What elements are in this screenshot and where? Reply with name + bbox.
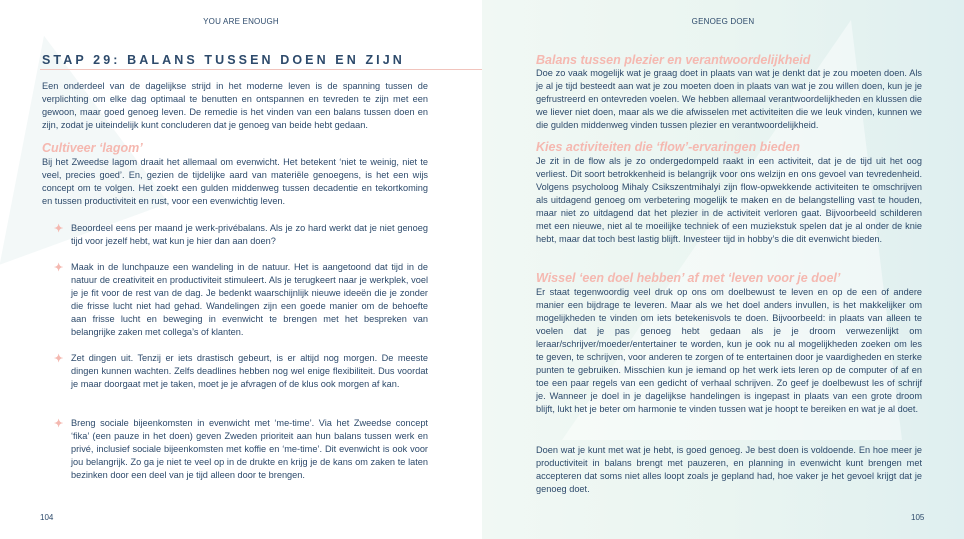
- pink-star-icon: ✦: [54, 223, 64, 235]
- bullet-item: Beoordeel eens per maand je werk-privébalans. Als je zo hard werkt dat je niet genoeg tijd voor jezelf hebt, wat kun je hier dan aan doen?: [71, 223, 428, 246]
- page-number: 104: [40, 513, 54, 522]
- pink-star-icon: ✦: [54, 262, 64, 274]
- section-heading: Wissel ‘een doel hebben’ af met ‘leven voor je doel’: [536, 271, 841, 285]
- bullet-item: Breng sociale bijeenkomsten in evenwicht met ‘me-time’. Via het Zweedse concept ‘fika’ (een pauze in het doen) geven Zweden prioriteit aan hun balans tussen werk en privé, inclusief sociale bijeenkomsten met koffie en ‘me-time’. Dit evenwicht is ook voor jou belangrijk. Zo ga je niet te veel op in de drukte en krijg je de kans om zaken te laten bezinken door een deel van je tijd alleen door te brengen.: [71, 418, 428, 480]
- section-heading: Balans tussen plezier en verantwoordelijkheid: [536, 53, 811, 67]
- intro-paragraph: Een onderdeel van de dagelijkse strijd in het moderne leven is de spanning tussen de verplichting om elke dag optimaal te benutten en ontspannen en tevreden te zijn met een gewoon, maar goed genoeg leven. De remedie is het vinden van een balans tussen doen en zijn, zodat je uiteindelijk kunt concluderen dat je genoeg van beide hebt gedaan.: [42, 81, 428, 130]
- running-head: YOU ARE ENOUGH: [203, 17, 279, 26]
- bullet-item: Zet dingen uit. Tenzij er iets drastisch gebeurt, is er altijd nog morgen. De meeste dingen kunnen wachten. Zelfs deadlines hebben nog wel enige flexibiliteit. Dus voordat je maar doorgaat met je taken, moet je je afvragen of de klus ook morgen af kan.: [71, 353, 428, 389]
- section-paragraph: Bij het Zweedse lagom draait het allemaal om evenwicht. Het betekent ‘niet te weinig, niet te veel, precies goed’. En, gezien de tijdelijke aard van materiële genoegens, is het een wijs concept om te volgen. Het zoekt een gulden middenweg tussen decadentie en tekortkoming en tussen productiviteit en rust, voor een evenwichtig leven.: [42, 157, 428, 206]
- bullet-item: Maak in de lunchpauze een wandeling in de natuur. Het is aangetoond dat tijd in de natuur de creativiteit en productiviteit stimuleert. Als je terugkeert naar je werkplek, voel je je fit voor de rest van de dag. Je bedenkt waarschijnlijk nieuwe ideeën die je zonder die frisse lucht niet had gehad. Wandelingen zijn een goede manier om de behoefte aan frisse lucht en beweging in evenwicht te brengen met het bespreken van belangrijke zaken met collega’s of klanten.: [71, 262, 428, 337]
- section-heading: Kies activiteiten die ‘flow’-ervaringen bieden: [536, 140, 800, 154]
- section-heading: Cultiveer ‘lagom’: [42, 141, 143, 155]
- pink-star-icon: ✦: [54, 353, 64, 365]
- section-paragraph: Je zit in de flow als je zo ondergedompeld raakt in een activiteit, dat je de tijd uit het oog verliest. Dit soort betrokkenheid is belangrijk voor ons welzijn en ons gevoel van tevredenheid. Volgens psycholoog Mihaly Csikszentmihalyi zijn flow-opwekkende activiteiten te omschrijven als uitdagend genoeg om verbetering mogelijk te maken en de belangstelling vast te houden, maar niet zo uitdagend dat het plezier in de activiteit verloren gaat. Bijvoorbeeld schilderen met een nieuwe, niet al te moeilijke techniek of een muziekstuk spelen dat je al onder de knie hebt, maar dat toch best lastig blijft. Investeer tijd in hobby’s die dit evenwicht bieden.: [536, 156, 922, 244]
- running-head: GENOEG DOEN: [691, 17, 755, 26]
- chapter-title: STAP 29: BALANS TUSSEN DOEN EN ZIJN: [42, 53, 405, 67]
- section-paragraph: Doe zo vaak mogelijk wat je graag doet in plaats van wat je denkt dat je zou moeten doen. Als je al je tijd besteedt aan wat je zou moeten doen in plaats van wat je zou willen doen, kun je je gefrustreerd en ontevreden voelen. We hebben allemaal verantwoordelijkheden en klussen die we liever niet doen, maar als we die afwisselen met activiteiten die we leuk vinden, kunnen we die gulden middenweg vinden tussen plezier en verantwoordelijkheid.: [536, 68, 922, 130]
- right-page: [482, 0, 964, 539]
- pink-star-icon: ✦: [54, 418, 64, 430]
- title-rule: [40, 69, 482, 70]
- page-number: 105: [911, 513, 925, 522]
- closing-paragraph: Doen wat je kunt met wat je hebt, is goed genoeg. Je best doen is voldoende. En hoe meer je productiviteit in balans brengt met pauzeren, en planning in evenwicht kunt brengen met accepteren dat soms niet alles loopt zoals je gepland had, hoe vaker je het gevoel krijgt dat je genoeg doet.: [536, 445, 922, 494]
- section-paragraph: Er staat tegenwoordig veel druk op ons om doelbewust te leven en op de een of andere manier een bijdrage te leveren. Maar als we het doel anders invullen, is het makkelijker om mogelijkheden te vinden om iets betekenisvols te doen. Bijvoorbeeld: in plaats van alleen te voelen dat je pas genoeg hebt gedaan als je je droom verwezenlijkt om leraar/schrijver/moeder/entertainer te worden, kun je ook nu al mogelijkheden zoeken om les te geven, te schrijven, voor anderen te zorgen of te entertainen door je vaardigheden en sterke punten te gebruiken. Misschien kun je iemand op het werk iets leren op de computer of af en toe een paar regels van een gedicht of verhaal schrijven. Zo geef je doelbewust les of schrijf je. Wanneer je doel in je dagelijkse handelingen is ingepast in plaats van een grote droom blijft, lukt het je beter om harmonie te vinden tussen wat je hoopt te bereiken en wat je al doet.: [536, 287, 922, 414]
